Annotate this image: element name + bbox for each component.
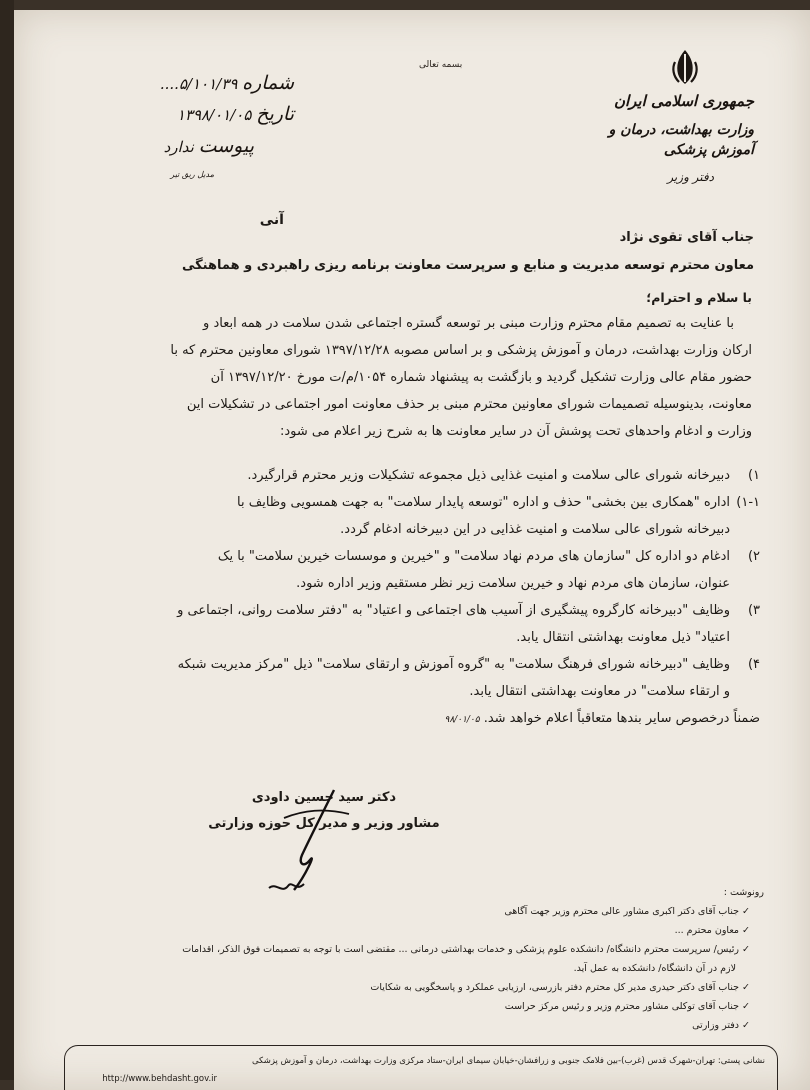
- cc-list: [74, 902, 750, 1035]
- item-line: وظایف "دبیرخانه شورای فرهنگ سلامت" به "گروه آموزش و ارتقای سلامت" ذیل "مرکز مدیریت شبکه: [177, 657, 730, 672]
- intro-line: وزارت و ادغام واحدهای تحت پوشش آن در سایر معاونت ها به شرح زیر اعلام می شود:: [279, 424, 752, 439]
- cc-item: ✓ معاون محترم ...: [674, 925, 750, 936]
- attachment-field: [114, 135, 254, 157]
- intro-line: ارکان وزارت بهداشت، درمان و آموزش پزشکی و بر اساس مصوبه ۱۳۹۷/۱۲/۲۸ شورای معاونین محترم که با: [170, 343, 752, 358]
- footer-website[interactable]: http://www.behdasht.gov.ir: [102, 1074, 217, 1084]
- item-number: ۱): [747, 468, 760, 483]
- cc-item: ✓ دفتر وزارتی: [692, 1020, 750, 1031]
- check-icon: ✓: [739, 925, 750, 936]
- greeting: با سلام و احترام؛: [646, 290, 752, 305]
- check-icon: ✓: [739, 1001, 750, 1012]
- item-line: و ارتقاء سلامت" در معاونت بهداشتی انتقال یابد.: [469, 684, 730, 699]
- closing-text: ضمناً درخصوص سایر بندها متعاقباً اعلام خواهد شد.: [483, 711, 760, 726]
- check-icon: ✓: [739, 906, 750, 917]
- cc-item: ✓ جناب آقای دکتر حیدری مدیر کل محترم دفتر بازرسی، ارزیابی عملکرد و پاسخگویی به شکایات: [370, 982, 750, 993]
- signature-scribble-icon: [214, 780, 384, 914]
- item-line: دبیرخانه شورای عالی سلامت و امنیت غذایی ذیل مجموعه تشکیلات وزیر محترم قرارگیرد.: [247, 468, 730, 483]
- republic-title: جمهوری اسلامی ایران: [613, 92, 754, 110]
- item-line: ادغام دو اداره کل "سازمان های مردم نهاد سلامت" و "خیرین و موسسات خیرین سلامت" با یک: [217, 549, 730, 564]
- addressee-name: جناب آقای تقوی نژاد: [619, 230, 754, 245]
- item-number: ۳): [747, 603, 760, 618]
- emblem-icon: [669, 48, 701, 90]
- office-title: دفتر وزیر: [667, 170, 714, 184]
- cc-item: ✓ جناب آقای دکتر اکبری مشاور عالی محترم وزیر جهت آگاهی: [504, 906, 750, 917]
- cc-item: ✓ جناب آقای توکلی مشاور محترم وزیر و رئیس مرکز حراست: [504, 1001, 750, 1012]
- check-icon: ✓: [739, 982, 750, 993]
- list-item: [32, 597, 760, 651]
- closing-line: [32, 705, 760, 734]
- item-line: وظایف "دبیرخانه کارگروه پیشگیری از آسیب های اجتماعی و اعتیاد" به "دفتر سلامت روانی، اجتماعی و: [177, 603, 730, 618]
- item-number: ۱-۱): [736, 495, 760, 510]
- item-line: عنوان، سازمان های مردم نهاد و خیرین سلامت زیر نظر مستقیم وزیر اداره شود.: [296, 576, 730, 591]
- background-edge: [0, 0, 14, 1080]
- item-number: ۲): [747, 549, 760, 564]
- bismillah: بسمه تعالی: [419, 60, 463, 70]
- intro-paragraph: [32, 310, 752, 445]
- priority-label: آنی: [259, 212, 284, 228]
- date-label: تاریخ: [256, 103, 294, 125]
- check-icon: ✓: [739, 1020, 750, 1031]
- item-line: دبیرخانه شورای عالی سلامت و امنیت غذایی در این دبیرخانه ادغام گردد.: [340, 522, 730, 537]
- signer-name: دکتر سید حسین داودی: [251, 790, 397, 805]
- cc-heading: رونوشت :: [723, 887, 764, 898]
- items-list: [32, 462, 760, 734]
- cc-item-continuation: لازم در آن دانشگاه/ دانشکده به عمل آید.: [573, 963, 736, 974]
- cc-item: ✓ رئیس/ سرپرست محترم دانشگاه/ دانشکده علوم پزشکی و خدمات بهداشتی درمانی ... مقتضی است با توجه به تصمیمات فوق الذکر، اقدامات: [182, 944, 750, 955]
- number-label: شماره: [242, 72, 294, 94]
- number-value: ۵/۱۰۱/۳۹....: [159, 75, 238, 93]
- item-line: اعتیاد" ذیل معاونت بهداشتی انتقال یابد.: [516, 630, 730, 645]
- intro-line: معاونت، بدینوسیله تصمیمات شورای معاونین محترم مبنی بر حذف معاونت امور اجتماعی در تشکیلات این: [186, 397, 752, 412]
- signer-role: مشاور وزیر و مدیر کل حوزه وزارتی: [208, 816, 440, 831]
- closing-note: ۹۸/۰۱/۰۵: [444, 715, 480, 725]
- date-field: [114, 103, 294, 125]
- item-number: ۴): [747, 657, 760, 672]
- footer-address: نشانی پستی: تهران-شهرک قدس (غرب)-بین فلامک جنوبی و زرافشان-خیابان سیمای ایران-ستاد مرکزی وزارت بهداشت، درمان و آموزش پزشکی: [251, 1056, 765, 1066]
- document-sheet: [14, 10, 810, 1090]
- ministry-title: وزارت بهداشت، درمان و آموزش پزشکی: [608, 122, 754, 158]
- small-note: مدیل ریق تیر: [170, 170, 214, 179]
- addressee-title: معاون محترم توسعه مدیریت و منابع و سرپرست معاونت برنامه ریزی راهبردی و هماهنگی: [181, 258, 754, 273]
- check-icon: ✓: [739, 944, 750, 955]
- number-field: [114, 72, 294, 94]
- intro-line: با عنایت به تصمیم مقام محترم وزارت مبنی بر توسعه گستره اجتماعی شدن سلامت در همه ابعاد و: [203, 316, 734, 331]
- attachment-label: پیوست: [198, 135, 254, 157]
- date-value: ۱۳۹۸/۰۱/۰۵: [176, 106, 252, 124]
- list-item: [32, 462, 760, 489]
- footer-box: [64, 1045, 778, 1090]
- intro-line: حضور مقام عالی وزارت تشکیل گردید و بازگشت به پیشنهاد شماره ۱۰۵۴/م/ت مورخ ۱۳۹۷/۱۲/۲۰ آن: [210, 370, 752, 385]
- list-item: [32, 543, 760, 597]
- attachment-value: ندارد: [163, 138, 194, 156]
- item-line: اداره "همکاری بین بخشی" حذف و اداره "توسعه پایدار سلامت" به جهت همسویی وظایف با: [237, 495, 730, 510]
- list-item: [32, 489, 760, 543]
- list-item: [32, 651, 760, 705]
